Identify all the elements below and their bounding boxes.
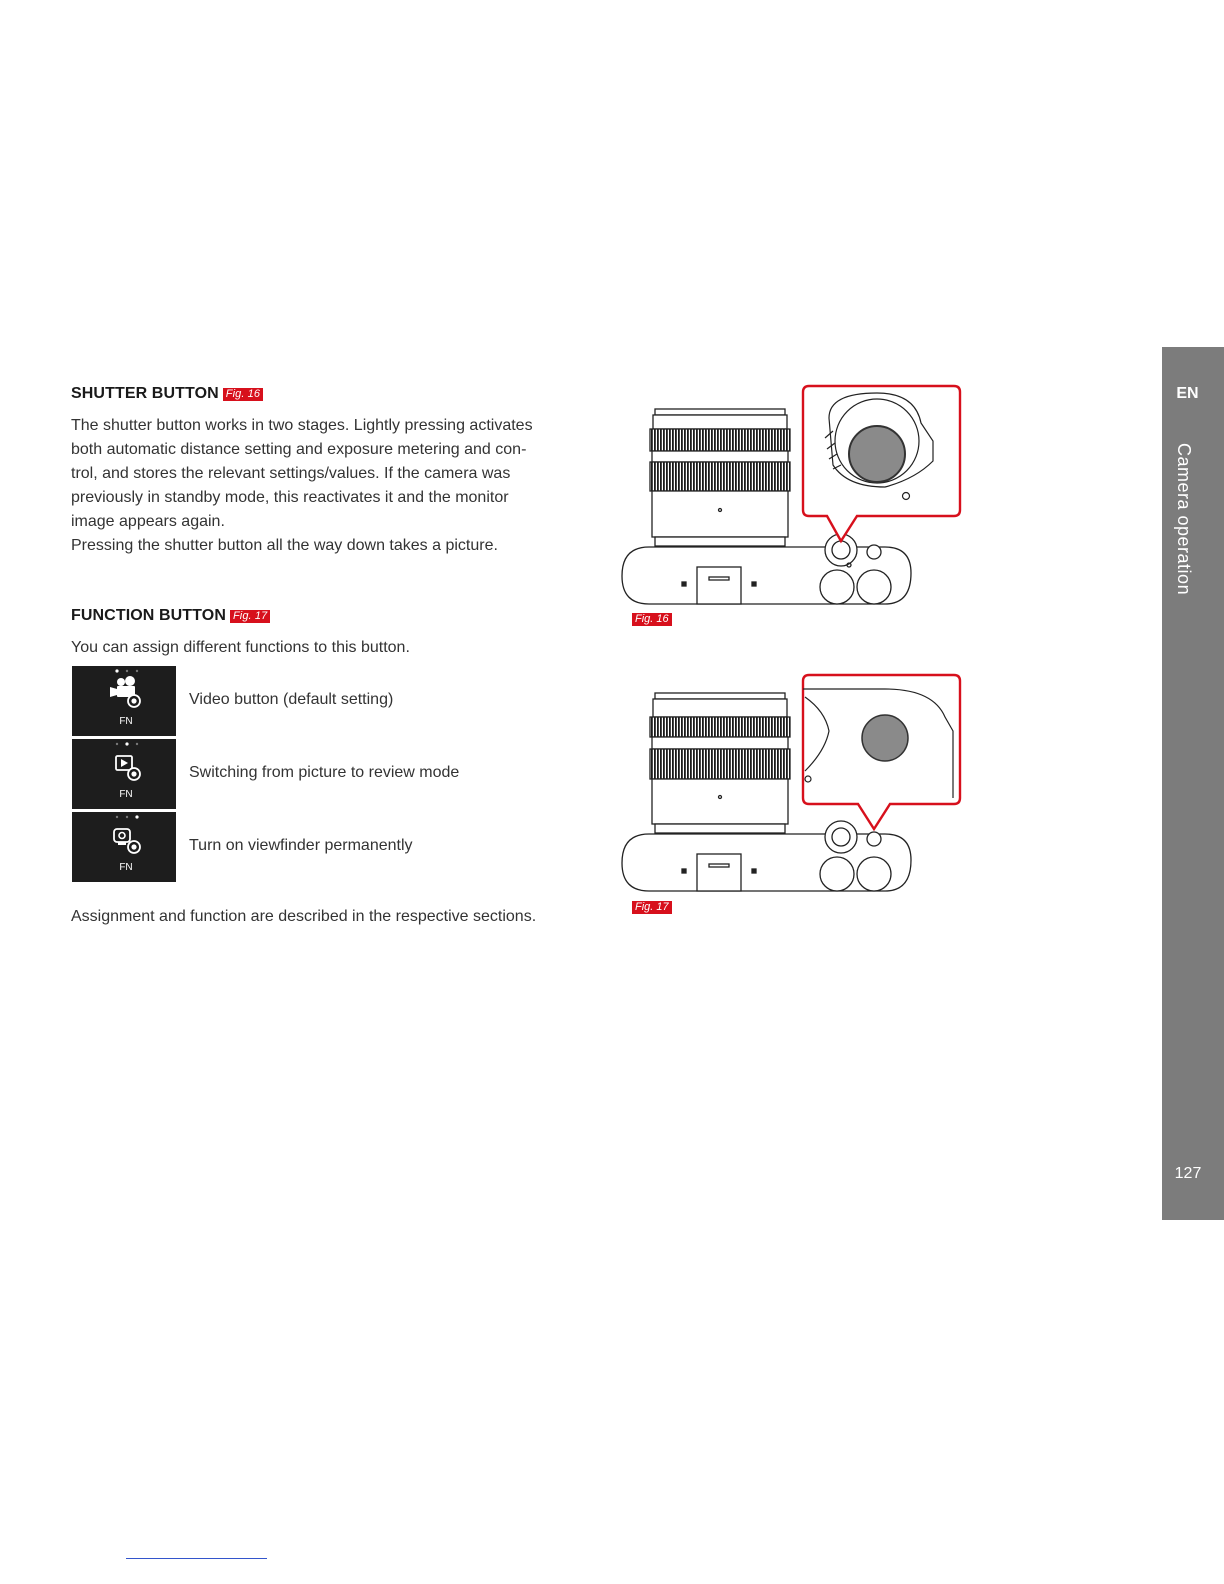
- shutter-body-line: previously in standby mode, this reactivates it and the monitor: [71, 489, 509, 506]
- figure-17-caption: Fig. 17: [632, 901, 672, 914]
- function-heading: [71, 607, 270, 625]
- fn-option-video-thumb: [72, 666, 176, 736]
- function-intro: You can assign different functions to this button.: [71, 639, 410, 656]
- shutter-fig-ref[interactable]: Fig. 16: [223, 388, 263, 401]
- camera-figure-17: [615, 671, 965, 899]
- shutter-body-line: The shutter button works in two stages. Lightly pressing activates: [71, 417, 533, 434]
- shutter-body-line: image appears again.: [71, 513, 225, 530]
- shutter-heading-text: SHUTTER BUTTON: [71, 385, 219, 402]
- shutter-body-line: Pressing the shutter button all the way down takes a picture.: [71, 537, 498, 554]
- fn-label: FN: [119, 862, 133, 873]
- function-heading-text: FUNCTION BUTTON: [71, 607, 226, 624]
- fn-option-viewfinder-thumb: [72, 812, 176, 882]
- fn-label: FN: [119, 789, 133, 800]
- video-camera-icon: [110, 676, 140, 707]
- viewfinder-icon: [114, 829, 140, 853]
- chapter-title: Camera operation: [1174, 443, 1194, 596]
- fn-option-viewfinder-label: Turn on viewfinder permanently: [189, 837, 413, 854]
- fn-option-review-label: Switching from picture to review mode: [189, 764, 460, 781]
- function-outro: Assignment and function are described in the respective sections.: [71, 908, 537, 925]
- function-fig-ref[interactable]: Fig. 17: [230, 610, 270, 623]
- figure-16-caption: Fig. 16: [632, 613, 672, 626]
- fn-option-review-thumb: [72, 739, 176, 809]
- language-label: EN: [1176, 385, 1199, 402]
- footer-divider: [126, 1558, 267, 1559]
- chapter-side-tab: [1162, 347, 1224, 1220]
- shutter-heading: [71, 385, 263, 403]
- play-review-icon: [116, 756, 140, 780]
- camera-figure-16: [615, 383, 965, 611]
- fn-label: FN: [119, 716, 133, 727]
- fn-option-video-label: Video button (default setting): [189, 691, 394, 708]
- shutter-body-line: both automatic distance setting and exposure metering and con-: [71, 441, 527, 458]
- page-number: 127: [1174, 1165, 1202, 1182]
- shutter-body-line: trol, and stores the relevant settings/values. If the camera was: [71, 465, 511, 482]
- shutter-body: [71, 414, 581, 558]
